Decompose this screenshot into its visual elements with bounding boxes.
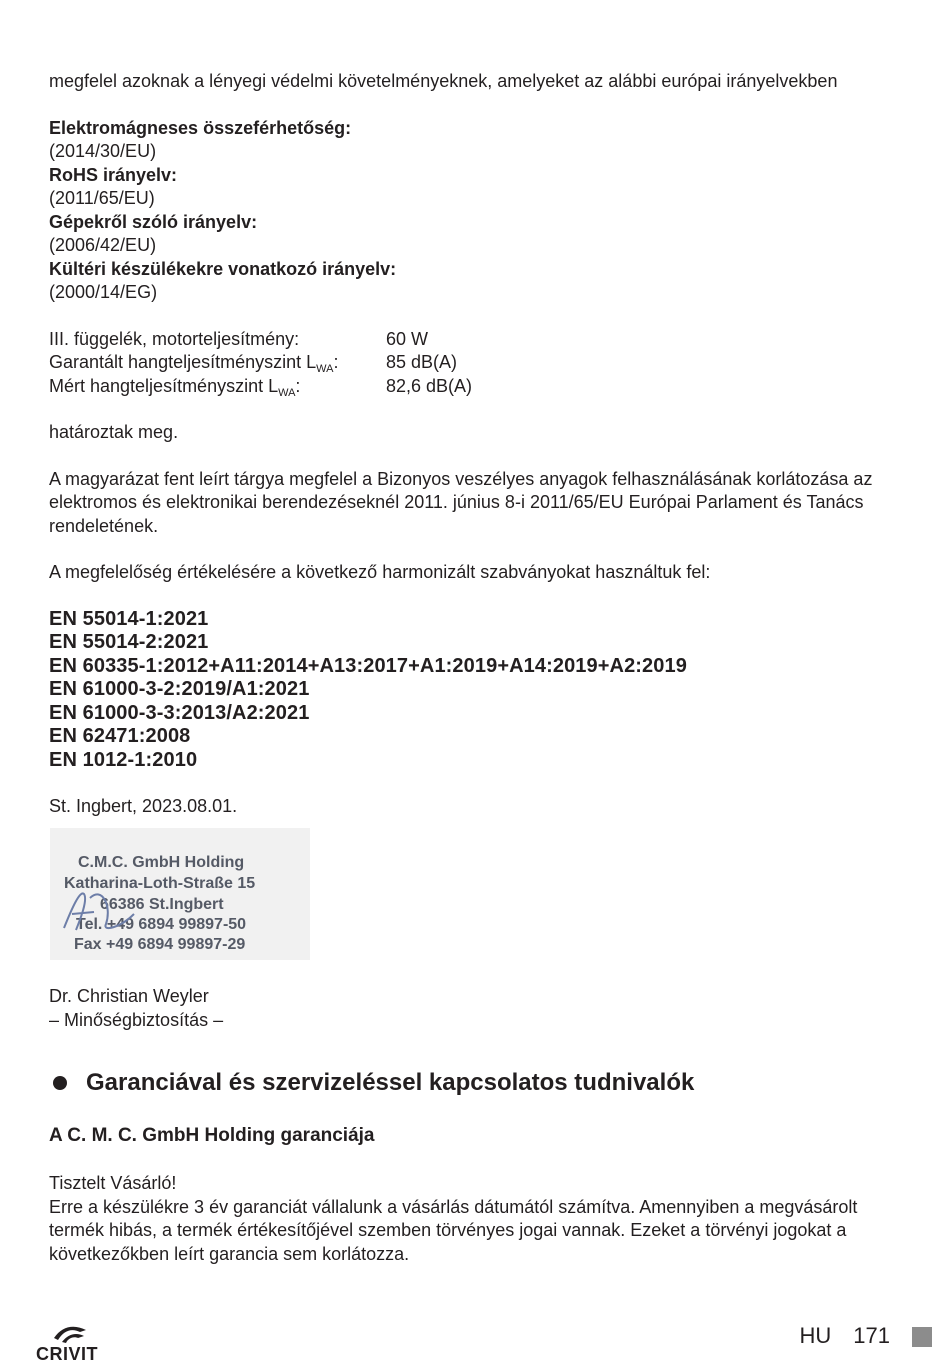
directive-code: (2006/42/EU): [49, 235, 157, 255]
directive-code: (2014/30/EU): [49, 141, 157, 161]
stamp-line: Fax +49 6894 99897-29: [74, 936, 246, 953]
stamp-line: Katharina-Loth-Straße 15: [64, 875, 256, 892]
bullet-icon: [53, 1076, 67, 1090]
standard-item: EN 61000-3-2:2019/A1:2021: [49, 678, 310, 700]
spec-label: III. függelék, motorteljesítmény:: [49, 328, 300, 349]
directive-name: Gépekről szóló irányelv:: [49, 211, 258, 232]
standards-intro: A megfelelőség értékelésére a következő harmonizált szabványokat használtuk fel:: [49, 562, 711, 582]
section-title: Garanciával és szervizeléssel kapcsolatos tudnivalók: [86, 1069, 695, 1096]
standard-item: EN 60335-1:2012+A11:2014+A13:2017+A1:2019+A14:2019+A2:2019: [49, 654, 687, 677]
page-identifier: [800, 1323, 891, 1349]
standard-item: EN 55014-2:2021: [49, 631, 209, 653]
declaration-body: [49, 70, 909, 819]
standard-item: EN 61000-3-3:2013/A2:2021: [49, 701, 310, 724]
stamp-line: Tel. +49 6894 99897-50: [76, 916, 247, 933]
directive-code: (2011/65/EU): [49, 188, 155, 208]
spec-label: Mért hangteljesítményszint $L_{WA}$:: [49, 375, 301, 399]
directive-name: Kültéri készülékekre vonatkozó irányelv:: [49, 258, 397, 279]
company-stamp: [50, 828, 310, 960]
directive-name: RoHS irányelv:: [49, 164, 178, 185]
signer-name: Dr. Christian Weyler: [49, 986, 209, 1006]
warranty-body: [49, 1172, 909, 1266]
standards-list: [49, 608, 909, 773]
standard-item: EN 55014-1:2021: [49, 607, 209, 630]
stamp-line: 66386 St.Ingbert: [100, 896, 224, 913]
standard-item: EN 1012-1:2010: [49, 748, 198, 771]
place-date: St. Ingbert, 2023.08.01.: [49, 796, 238, 816]
rohs-paragraph: A magyarázat fent leírt tárgya megfelel a Bizonyos veszélyes anyagok felhasználásának korlátozása az elektromos és elektronikai berendezéseknél 2011. június 8-i 2011/65/EU Európai Parlament és Tanács rendeletének.: [49, 468, 873, 536]
signer-role: – Minőségbiztosítás –: [49, 1009, 224, 1030]
brand-logo: [34, 1322, 106, 1364]
warranty-greeting: Tisztelt Vásárló!: [49, 1173, 177, 1193]
spec-table: [49, 328, 909, 399]
signature-scribble: [50, 828, 310, 960]
language-code: HU: [799, 1323, 832, 1348]
page-marker: [912, 1327, 932, 1347]
brand-swoosh-icon: [52, 1322, 92, 1344]
signer-block: [49, 985, 223, 1032]
warranty-text: Erre a készülékre 3 év garanciát vállalunk a vásárlás dátumától számítva. Amennyiben a megvásárolt termék hibás, a termék értékesítőjével szemben törvényes jogai vannak. Ezeket a törvényi jogokat a következőkben leírt garancia sem korlátozza.: [49, 1196, 858, 1264]
directive-list: [49, 117, 909, 305]
stamp-line: C.M.C. GmbH Holding: [78, 854, 245, 871]
spec-value: 85 dB(A): [386, 352, 458, 372]
spec-label: Garantált hangteljesítményszint $L_{WA}$:: [49, 352, 339, 375]
brand-name: CRIVIT: [36, 1344, 99, 1364]
section-heading: [49, 1069, 694, 1097]
warranty-title: A C. M. C. GmbH Holding garanciája: [49, 1125, 375, 1146]
spec-value: 82,6 dB(A): [386, 375, 473, 396]
directive-code: (2000/14/EG): [49, 282, 158, 302]
intro-text: megfelel azoknak a lényegi védelmi követelményeknek, amelyeket az alábbi európai irányelvekben: [49, 71, 838, 91]
determined-text: határoztak meg.: [49, 422, 179, 442]
standard-item: EN 62471:2008: [49, 725, 191, 747]
page-number: 171: [853, 1323, 890, 1348]
spec-value: 60 W: [386, 328, 429, 349]
directive-name: Elektromágneses összeférhetőség:: [49, 117, 352, 138]
